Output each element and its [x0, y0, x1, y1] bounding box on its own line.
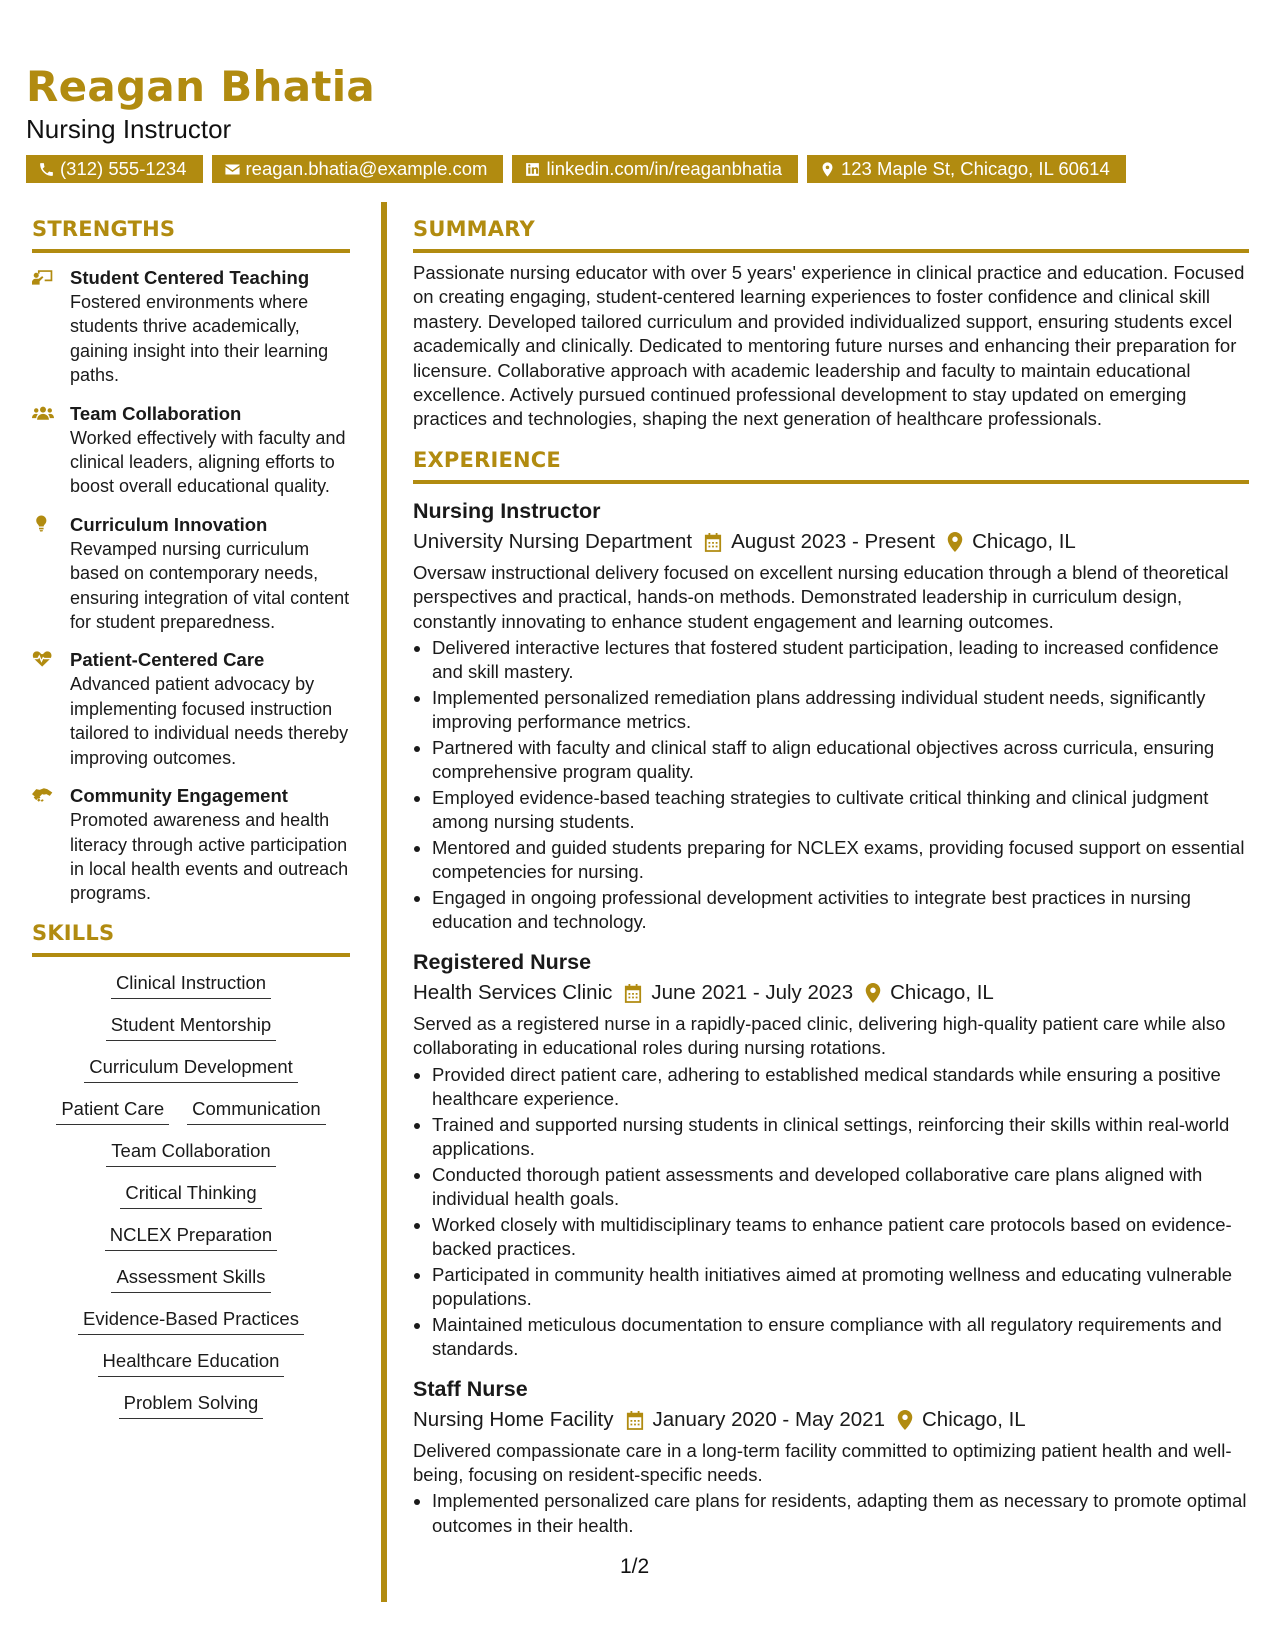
strength-title: Community Engagement [70, 785, 288, 807]
job-location: Chicago, IL [921, 1407, 1026, 1431]
job-bullet: • Participated in community health initiatives aimed at promoting wellness and educating vulnerable populations. [432, 1263, 1249, 1312]
map-pin-icon [819, 161, 836, 178]
strength-desc: Revamped nursing curriculum based on contemporary needs, ensuring integration of vital content for student preparedness. [70, 538, 350, 633]
resume-header [26, 62, 1245, 183]
map-pin-icon [947, 532, 963, 552]
contact-phone[interactable] [26, 155, 203, 183]
linkedin-icon [524, 161, 541, 178]
skill-tag: Student Mentorship [106, 1013, 276, 1041]
column-divider [381, 202, 387, 1602]
job-dates: August 2023 - Present [731, 529, 936, 553]
calendar-icon [626, 1410, 644, 1430]
skill-tag: Team Collaboration [106, 1139, 275, 1167]
job-meta [413, 1405, 1249, 1435]
users-icon [32, 404, 54, 422]
skill-tag: Curriculum Development [84, 1055, 298, 1083]
job-bullets [413, 636, 1249, 935]
envelope-icon [224, 161, 241, 178]
contact-email-text: reagan.bhatia@example.com [245, 158, 488, 179]
heart-pulse-icon [32, 650, 54, 668]
job-bullet: • Worked closely with multidisciplinary teams to enhance patient care protocols based on evidence-backed practices. [432, 1213, 1249, 1262]
contact-address [807, 155, 1126, 183]
experience-section [413, 446, 1249, 1538]
job-entry [413, 496, 1249, 935]
contact-linkedin[interactable] [512, 155, 798, 183]
strength-title: Team Collaboration [70, 402, 242, 424]
strength-desc: Promoted awareness and health literacy through active participation in local health events and outreach programs. [70, 810, 349, 904]
strength-item [32, 647, 350, 770]
handshake-icon [32, 786, 54, 804]
job-bullet: • Provided direct patient care, adhering to established medical standards while ensuring a positive healthcare experience. [432, 1063, 1249, 1112]
job-org: Nursing Home Facility [413, 1407, 614, 1431]
candidate-title: Nursing Instructor [26, 114, 232, 144]
job-description: Delivered compassionate care in a long-term facility committed to optimizing patient health and well-being, focusing on resident-specific needs. [413, 1439, 1232, 1485]
skill-tag: Assessment Skills [111, 1265, 270, 1293]
map-pin-icon [897, 1410, 913, 1430]
summary-heading: SUMMARY [413, 215, 1249, 253]
summary-section [413, 215, 1249, 432]
contact-linkedin-text: linkedin.com/in/reaganbhatia [546, 158, 782, 179]
job-bullet: • Partnered with faculty and clinical staff to align educational objectives across curricula, ensuring comprehensive program quality. [432, 736, 1249, 785]
job-meta [413, 527, 1249, 557]
skill-tag: Critical Thinking [120, 1181, 261, 1209]
job-meta [413, 978, 1249, 1008]
skill-tag: Patient Care [56, 1097, 169, 1125]
strengths-list [32, 265, 350, 906]
job-title: Staff Nurse [413, 1376, 528, 1401]
job-location: Chicago, IL [972, 529, 1076, 553]
job-bullets [413, 1063, 1249, 1362]
left-column [32, 215, 350, 1419]
job-bullet: • Mentored and guided students preparing for NCLEX exams, providing focused support on essential competencies for nursing. [432, 836, 1249, 885]
contact-address-text: 123 Maple St, Chicago, IL 60614 [840, 158, 1110, 179]
strength-item [32, 512, 350, 635]
job-dates: January 2020 - May 2021 [652, 1407, 885, 1431]
skills-section [32, 919, 350, 1419]
strength-title: Student Centered Teaching [70, 267, 310, 288]
strength-desc: Advanced patient advocacy by implementing focused instruction tailored to individual needs thereby improving outcomes. [70, 674, 349, 768]
teacher-icon [32, 268, 54, 286]
contact-phone-text: (312) 555-1234 [60, 158, 187, 179]
lightbulb-icon [32, 515, 54, 533]
skill-tag: NCLEX Preparation [105, 1223, 277, 1251]
skill-tag: Problem Solving [119, 1391, 264, 1419]
strength-item [32, 401, 350, 499]
job-bullet: • Employed evidence-based teaching strategies to cultivate critical thinking and clinical judgment among nursing students. [432, 786, 1249, 835]
phone-icon [38, 161, 55, 178]
skill-tag: Communication [187, 1097, 326, 1125]
job-location: Chicago, IL [890, 980, 994, 1004]
strength-item [32, 265, 350, 388]
strengths-heading: STRENGTHS [32, 215, 350, 253]
strength-desc: Worked effectively with faculty and clinical leaders, aligning efforts to boost overall educational quality. [70, 427, 346, 497]
job-entry [413, 1374, 1249, 1539]
summary-text: Passionate nursing educator with over 5 years' experience in clinical practice and education. Focused on creating engaging, student-centered learning experiences to foster confidence and clinical skill mastery. Developed tailored curriculum and provided individualized support, ensuring students excel academically and clinically. Dedicated to mentoring future nurses and enhancing their preparation for licensure. Collaborative approach with academic leadership and faculty to maintain educational excellence. Actively pursued continued professional development to stay updated on emerging practices and technologies, shaping the next generation of healthcare professionals. [413, 262, 1245, 430]
skill-tag: Clinical Instruction [111, 971, 271, 999]
strength-item [32, 783, 350, 906]
strengths-section [32, 215, 350, 906]
candidate-name: Reagan Bhatia [26, 62, 376, 111]
job-bullet: • Conducted thorough patient assessments and developed collaborative care plans aligned with individual health goals. [432, 1163, 1249, 1212]
strength-title: Patient-Centered Care [70, 649, 265, 671]
job-bullet: • Trained and supported nursing students in clinical settings, reinforcing their skills within real-world applications. [432, 1113, 1249, 1162]
job-description: Oversaw instructional delivery focused on excellent nursing education through a blend of theoretical perspectives and practical, hands-on methods. Demonstrated leadership in curriculum design, constantly innovating to enhance student engagement and learning outcomes. [413, 561, 1229, 632]
skills-list [32, 971, 350, 1419]
skill-tag: Healthcare Education [98, 1349, 285, 1377]
job-bullet: • Maintained meticulous documentation to ensure compliance with all regulatory requirements and standards. [432, 1313, 1249, 1362]
calendar-icon [704, 532, 722, 552]
page-number: 1/2 [620, 1555, 650, 1578]
job-org: Health Services Clinic [413, 980, 613, 1004]
skills-heading: SKILLS [32, 919, 350, 957]
contact-email[interactable] [212, 155, 504, 183]
job-org: University Nursing Department [413, 529, 693, 553]
right-column [413, 215, 1249, 1539]
contact-bar [26, 155, 1245, 183]
job-description: Served as a registered nurse in a rapidly-paced clinic, delivering high-quality patient care while also collaborating in educational roles during nursing rotations. [413, 1012, 1226, 1059]
job-bullet: • Implemented personalized remediation plans addressing individual student needs, significantly improving performance metrics. [432, 686, 1249, 735]
job-bullets [413, 1489, 1249, 1538]
job-title: Nursing Instructor [413, 498, 601, 523]
skill-tag: Evidence-Based Practices [78, 1307, 304, 1335]
job-bullet: • Delivered interactive lectures that fostered student participation, leading to increased confidence and skill mastery. [432, 636, 1249, 685]
strength-desc: Fostered environments where students thrive academically, gaining insight into their learning paths. [70, 292, 329, 386]
calendar-icon [624, 983, 642, 1003]
strength-title: Curriculum Innovation [70, 513, 268, 535]
job-entry [413, 947, 1249, 1362]
job-title: Registered Nurse [413, 949, 592, 974]
job-bullet: • Implemented personalized care plans for residents, adapting them as necessary to promote optimal outcomes in their health. [432, 1489, 1249, 1538]
experience-heading: EXPERIENCE [413, 446, 1249, 484]
job-bullet: • Engaged in ongoing professional development activities to integrate best practices in nursing education and technology. [432, 886, 1249, 935]
map-pin-icon [865, 983, 881, 1003]
job-dates: June 2021 - July 2023 [651, 980, 854, 1004]
